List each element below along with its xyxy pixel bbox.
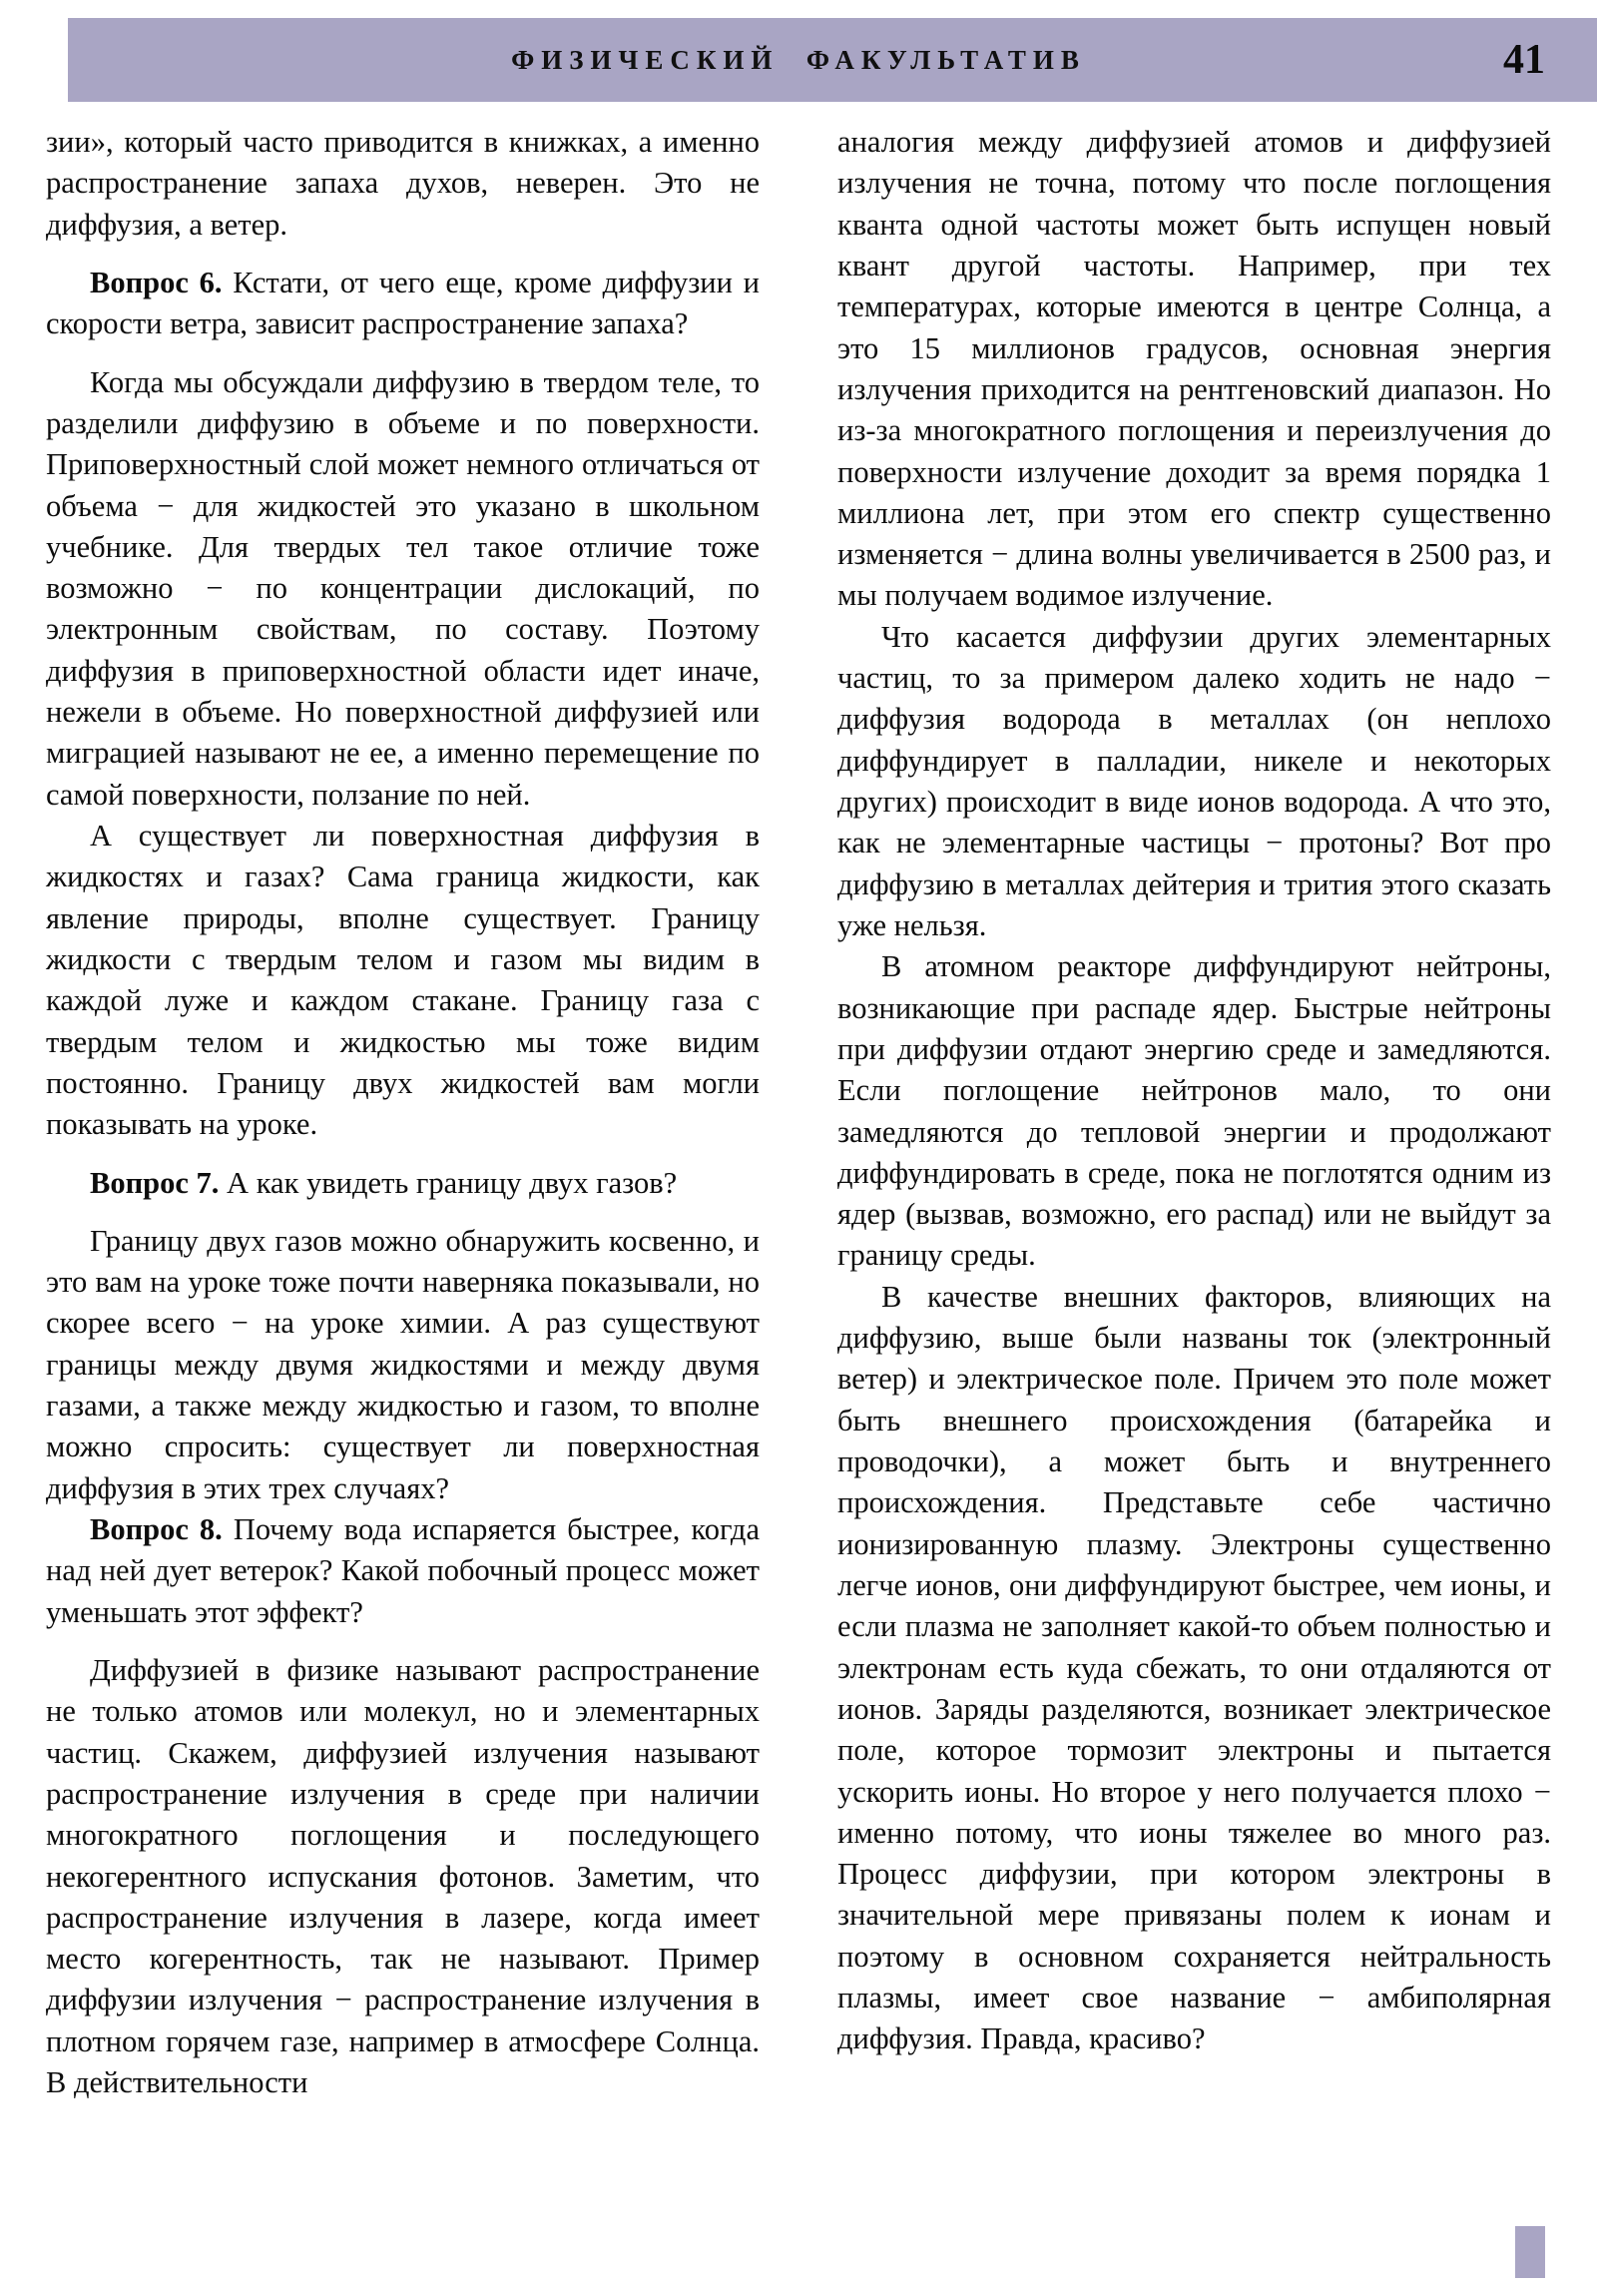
header-band [68, 18, 1597, 102]
question-8-text: Почему вода испаряется быстрее, когда над ней дует ветерок? Какой побочный процесс может уменьшать этот эффект? [46, 1512, 760, 1629]
paragraph-surface-diffusion: Когда мы обсуждали диффузию в твердом теле, то разделили диффузию в объеме и по поверхности. Приповерхностный слой может немного отличаться от объема − для жидкостей это указано в школьном учебнике. Для твердых тел такое отличие тоже возможно − по концентрации дислокаций, по электронным свойствам, по составу. Поэтому диффузия в приповерхностной области идет иначе, нежели в объеме. Но поверхностной диффузией или миграцией называют не ее, а именно перемещение по самой поверхности, ползание по ней. [46, 364, 760, 812]
paragraph-analogy-continued: аналогия между диффузией атомов и диффузией излучения не точна, потому что после поглощения кванта одной частоты может быть испущен новый квант другой частоты. Например, при тех температурах, которые имеются в центре Солнца, а это 15 миллионов градусов, основная энергия излучения приходится на рентгеновский диапазон. Но из-за многократного поглощения и переизлучения до поверхности излучение доходит за время порядка 1 миллиона лет, при этом его спектр существенно изменяется − длина волны увеличивается в 2500 раз, и мы получаем водимое излучение. [837, 125, 1551, 613]
question-7 [46, 1163, 760, 1204]
paragraph-ambipolar-diffusion: В качестве внешних факторов, влияющих на диффузию, выше были названы ток (электронный ветер) и электрическое поле. Причем это поле может быть внешнего происхождения (батарейка и проводочки), а может быть и внутреннего происхождения. Представьте себе частично ионизированную плазму. Электроны существенно легче ионов, они диффундируют быстрее, чем ионы, и если плазма не заполняет какой-то объем полностью и электронам есть куда сбежать, то они отдаляются от ионов. Заряды разделяются, возникает электрическое поле, которое тормозит электроны и пытается ускорить ионы. Но второе у него получается плохо − именно потому, что ионы тяжелее во много раз. Процесс диффузии, при котором электроны в значительной мере привязаны полем к ионам и поэтому в основном сохраняется нейтральность плазмы, имеет свое название − амбиполярная диффузия. Правда, красиво? [837, 1279, 1551, 2056]
paragraph-radiation-diffusion: Диффузией в физике называют распространение не только атомов или молекул, но и элементарных частиц. Скажем, диффузией излучения называют распространение излучения в среде при наличии многократного поглощения и последующего некогерентного испускания фотонов. Заметим, что распространение излучения в лазере, когда имеет место когерентность, так не называют. Пример диффузии излучения − распространение излучения в плотном горячем газе, например в атмосфере Солнца. В действительности [46, 1652, 760, 2100]
question-8-label: Вопрос 8. [90, 1512, 223, 1546]
paragraph-reactor-neutrons: В атомном реакторе диффундируют нейтроны, возникающие при распаде ядер. Быстрые нейтроны при диффузии отдают энергию среде и замедляются. Если поглощение нейтронов мало, то они замедляются до тепловой энергии и продолжают диффундировать в среде, пока не поглотятся одним из ядер (вызвав, возможно, его распад) или не выйдут за границу среды. [837, 949, 1551, 1273]
paragraph-hydrogen-in-metals: Что касается диффузии других элементарных частиц, то за примером далеко ходить не надо − диффузия водорода в металлах (он неплохо диффундирует в палладии, никеле и некоторых других) происходит в виде ионов водорода. А что это, как не элементарные частицы − протоны? Вот про диффузию в металлах дейтерия и трития этого сказать уже нельзя. [837, 619, 1551, 942]
column-left [46, 122, 760, 2103]
paragraph-continued: зии», который часто приводится в книжках, а именно распространение запаха духов, неверен. Это не диффузия, а ветер. [46, 125, 760, 242]
paragraph-liquid-gas-boundary: А существует ли поверхностная диффузия в жидкостях и газах? Сама граница жидкости, как явление природы, вполне существует. Границу жидкости с твердым телом и газом мы видим в каждой луже и каждом стакане. Границу газа с твердым телом и жидкостью мы тоже видим постоянно. Границу двух жидкостей вам могли показывать на уроке. [46, 819, 760, 1142]
body-columns [46, 122, 1551, 2103]
running-header-title: ФИЗИЧЕСКИЙ ФАКУЛЬТАТИВ [511, 44, 1086, 75]
question-6-label: Вопрос 6. [90, 265, 223, 299]
question-6-text: Кстати, от чего еще, кроме диффузии и скорости ветра, зависит распространение запаха? [46, 265, 760, 341]
question-7-label: Вопрос 7. [90, 1165, 220, 1200]
paragraph-two-gases: Границу двух газов можно обнаружить косвенно, и это вам на уроке тоже почти наверняка показывали, но скорее всего − на уроке химии. А раз существуют границы между двумя жидкостями и между двумя газами, а также между жидкостью и газом, то вполне можно спросить: существует ли поверхностная диффузия в этих трех случаях? [46, 1223, 760, 1505]
column-right [837, 122, 1551, 2103]
question-6 [46, 263, 760, 345]
corner-decoration-mark [1515, 2226, 1545, 2278]
question-7-text: А как увидеть границу двух газов? [219, 1165, 678, 1200]
page-number: 41 [1503, 37, 1545, 83]
question-8 [46, 1509, 760, 1633]
